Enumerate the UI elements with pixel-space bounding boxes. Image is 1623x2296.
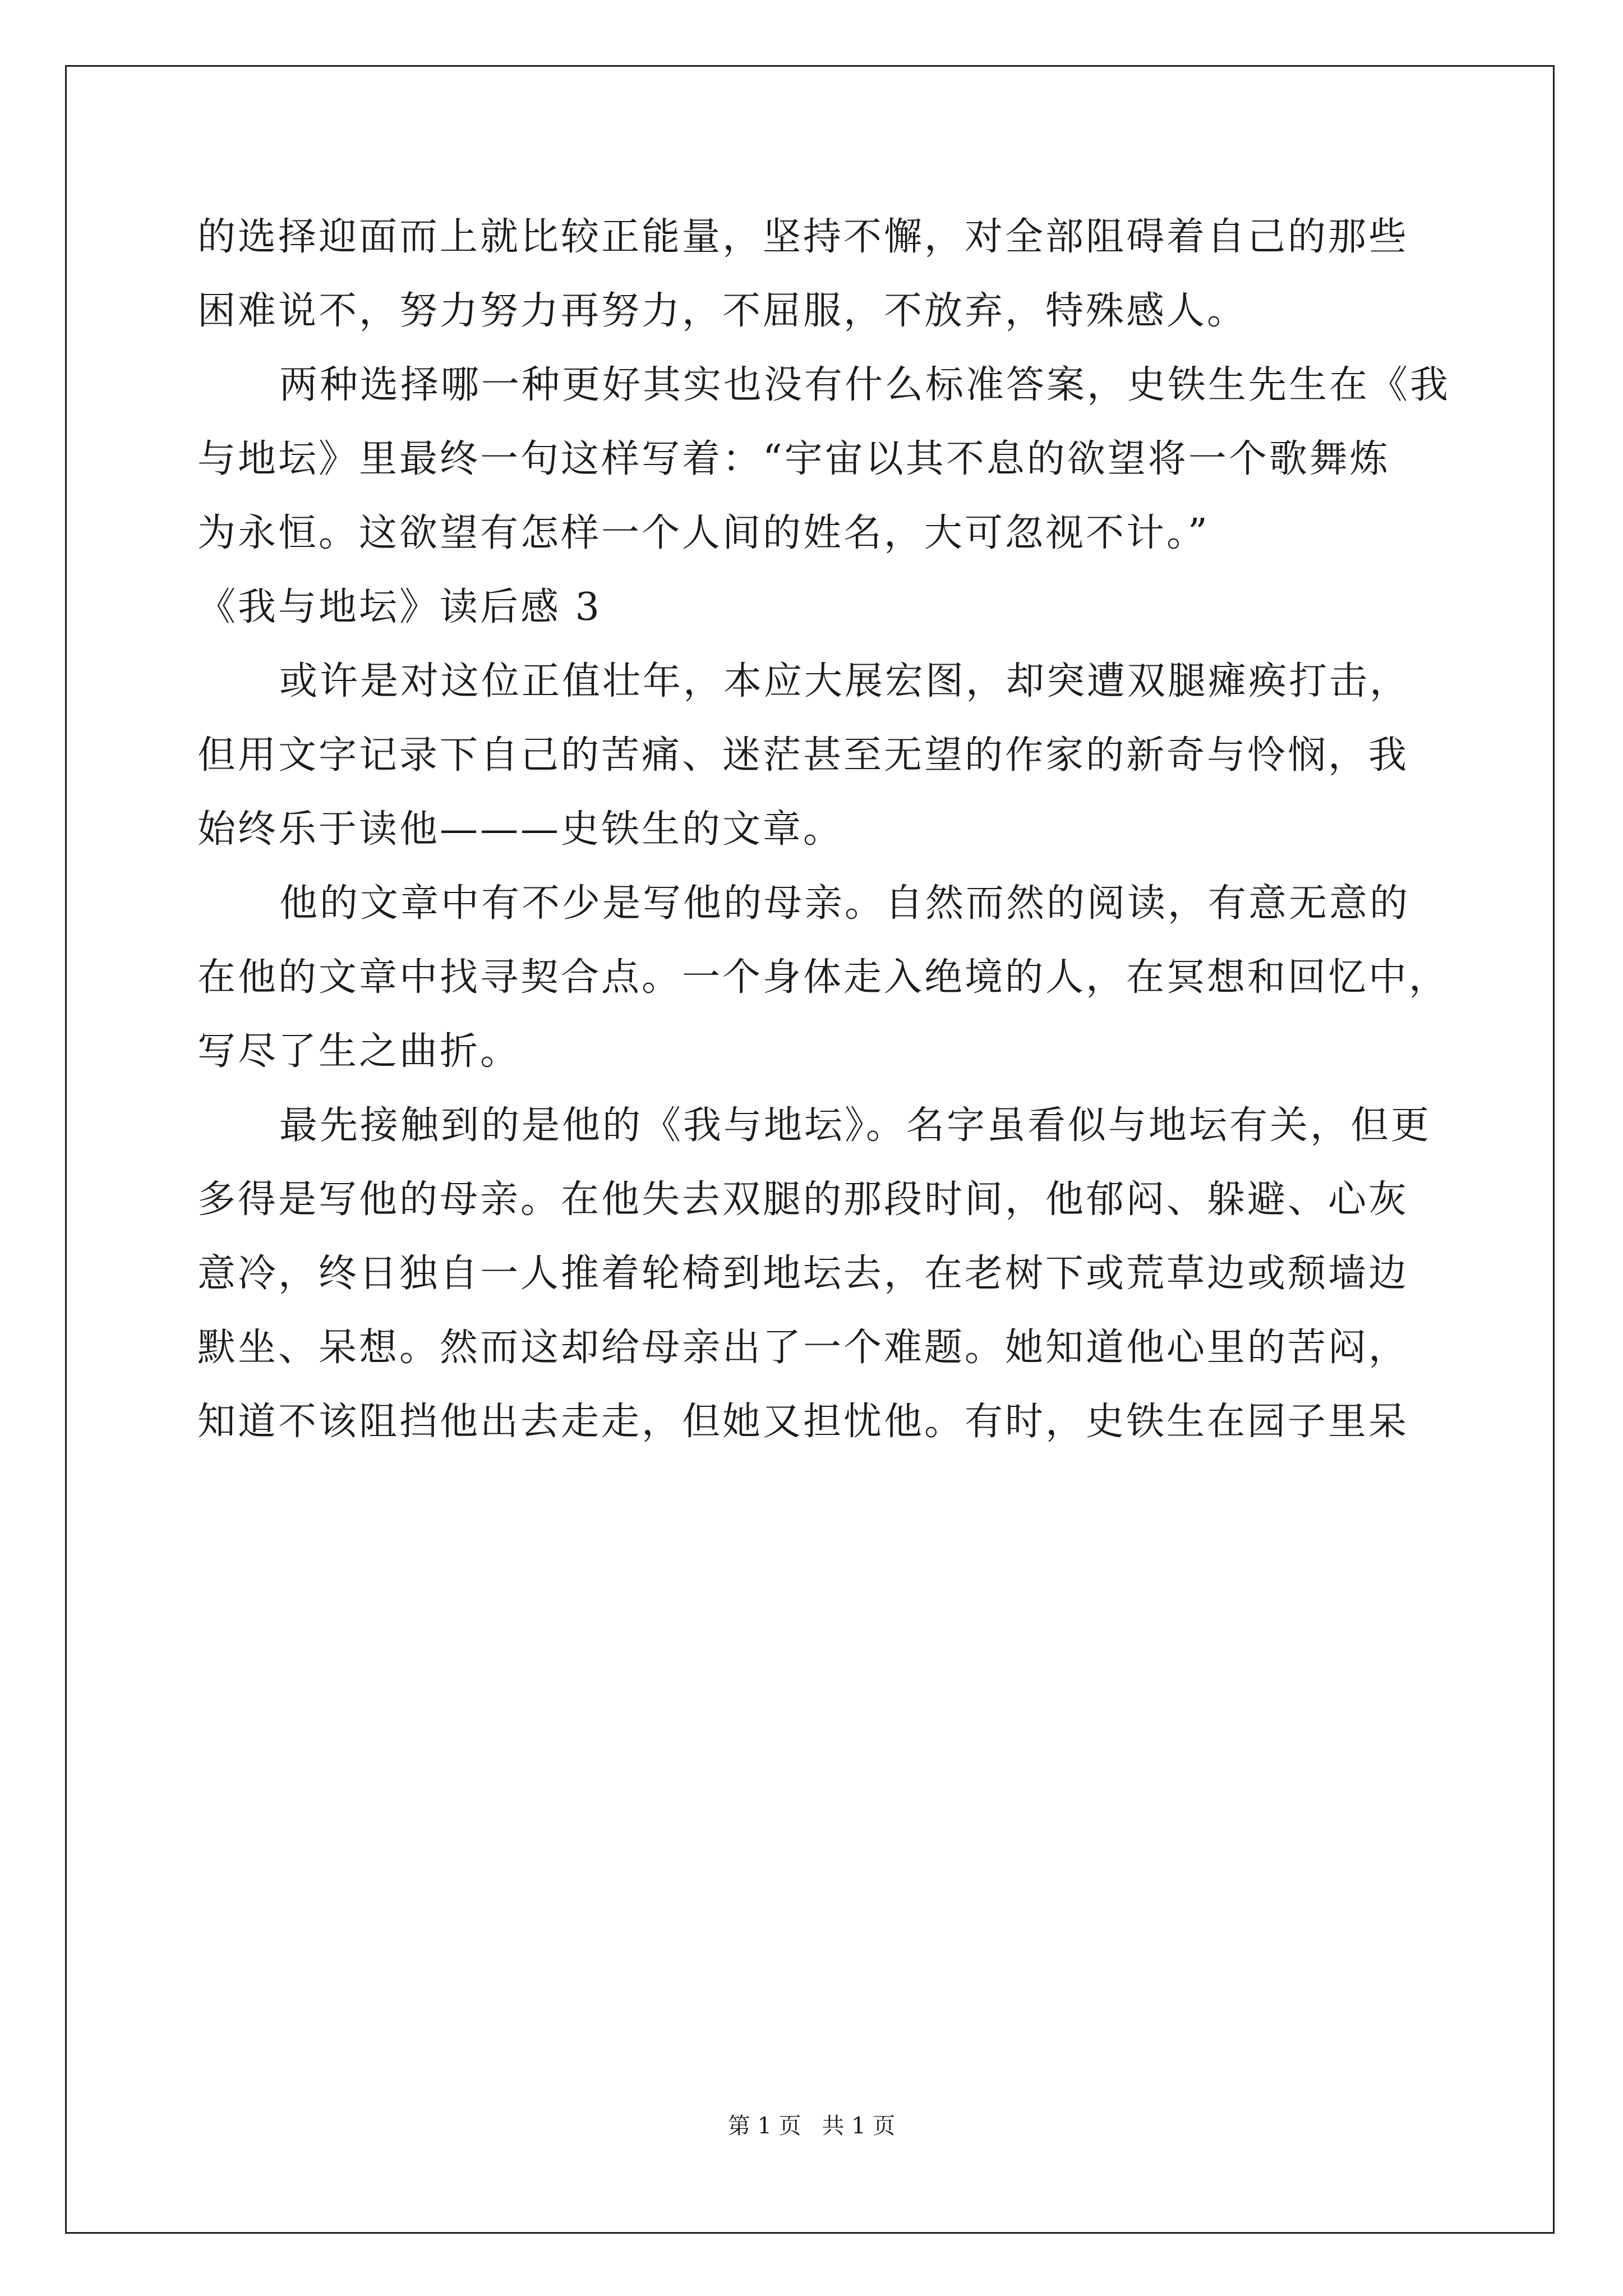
text-line: 写尽了生之曲折。 bbox=[197, 1029, 521, 1074]
page-total: 共 1 页 bbox=[822, 2113, 896, 2139]
page-number: 第 1 页 bbox=[727, 2113, 801, 2139]
text-line: 知道不该阻挡他出去走走，但她又担忧他。有时，史铁生在园子里呆 bbox=[197, 1400, 1409, 1444]
text-line: 为永恒。这欲望有怎样一个人间的姓名，大可忽视不计。” bbox=[197, 511, 1210, 555]
paragraph-start-line: 两种选择哪一种更好其实也没有什么标准答案，史铁生先生在《我 bbox=[279, 363, 1451, 407]
text-line: 困难说不，努力努力再努力，不屈服，不放弃，特殊感人。 bbox=[197, 289, 1248, 333]
text-line: 的选择迎面而上就比较正能量，坚持不懈，对全部阻碍着自己的那些 bbox=[197, 215, 1409, 259]
paragraph-start-line: 最先接触到的是他的《我与地坛》。名字虽看似与地坛有关，但更 bbox=[279, 1103, 1432, 1148]
text-line: 默坐、呆想。然而这却给母亲出了一个难题。她知道他心里的苦闷， bbox=[197, 1326, 1409, 1370]
text-line: 在他的文章中找寻契合点。一个身体走入绝境的人，在冥想和回忆中， bbox=[197, 955, 1450, 1000]
text-line: 意冷，终日独自一人推着轮椅到地坛去，在老树下或荒草边或颓墙边 bbox=[197, 1251, 1409, 1296]
text-line: 始终乐于读他———史铁生的文章。 bbox=[197, 807, 844, 852]
text-line: 与地坛》里最终一句这样写着：“宇宙以其不息的欲望将一个歌舞炼 bbox=[197, 437, 1390, 481]
text-line: 但用文字记录下自己的苦痛、迷茫甚至无望的作家的新奇与怜悯，我 bbox=[197, 733, 1409, 777]
page-footer bbox=[0, 2110, 1623, 2142]
text-line: 多得是写他的母亲。在他失去双腿的那段时间，他郁闷、躲避、心灰 bbox=[197, 1177, 1409, 1222]
paragraph-start-line: 或许是对这位正值壮年，本应大展宏图，却突遭双腿瘫痪打击， bbox=[279, 659, 1410, 703]
paragraph-start-line: 他的文章中有不少是写他的母亲。自然而然的阅读，有意无意的 bbox=[279, 881, 1410, 926]
section-heading: 《我与地坛》读后感 3 bbox=[197, 585, 602, 629]
